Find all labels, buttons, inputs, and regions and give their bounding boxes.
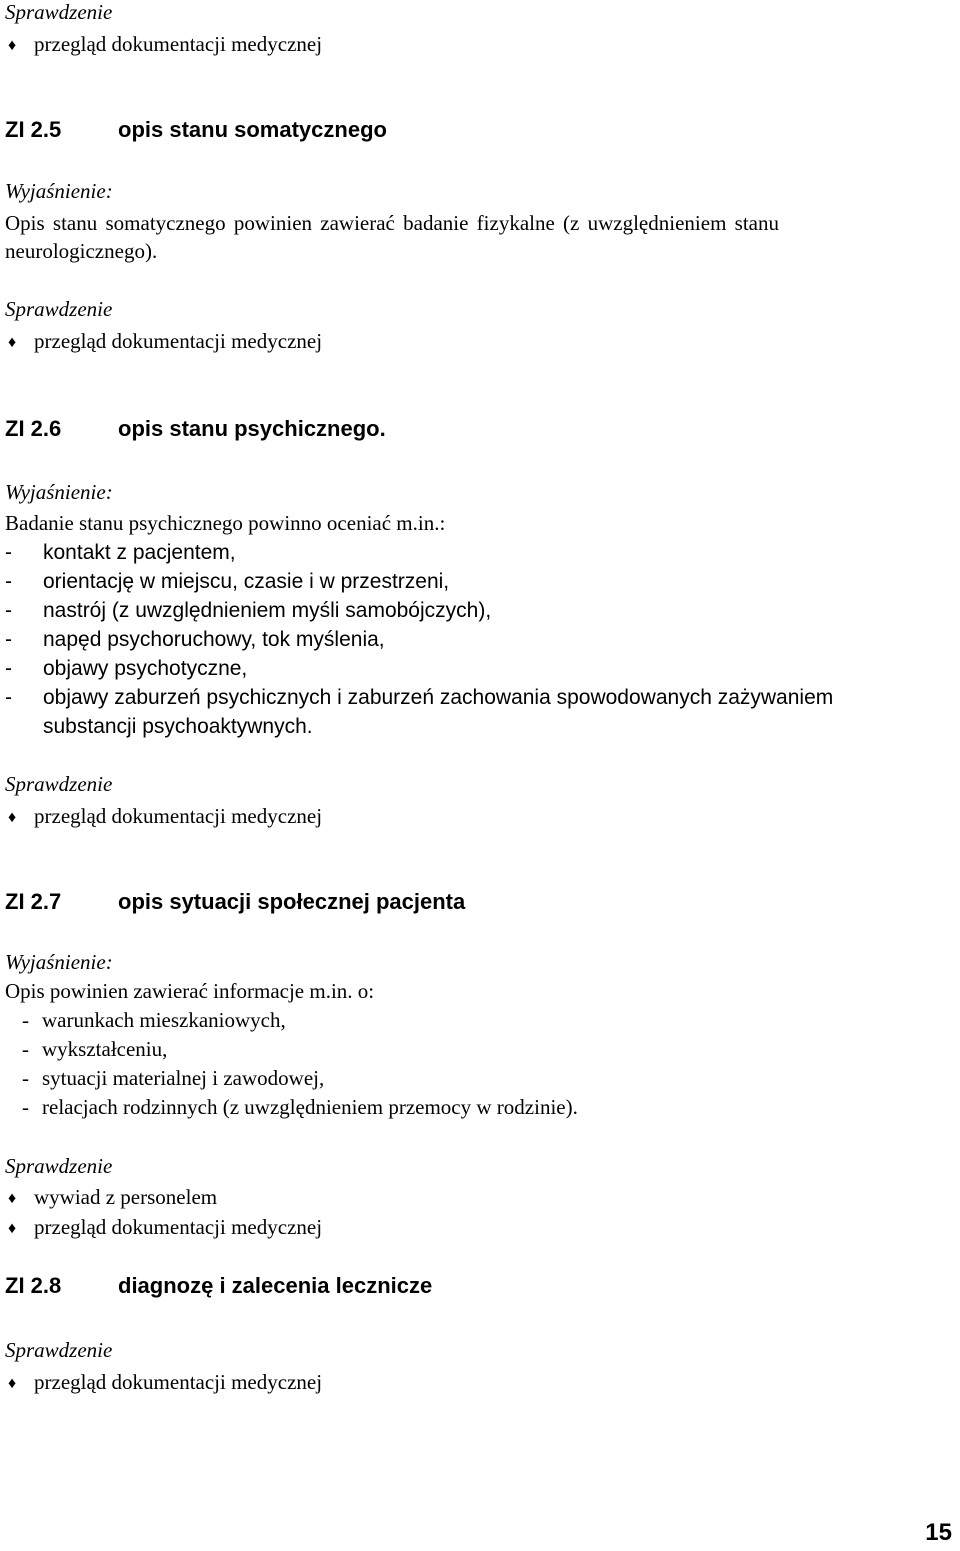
diamond-bullet-icon: ♦	[8, 809, 17, 826]
check-item-label: przegląd dokumentacji medycznej	[34, 804, 323, 828]
check-item	[8, 806, 322, 827]
section-code: ZI 2.5	[5, 117, 62, 142]
section-heading-2-5	[5, 119, 387, 141]
check-item-label: przegląd dokumentacji medycznej	[34, 32, 323, 56]
section-title: opis sytuacji społecznej pacjenta	[118, 889, 466, 914]
check-heading: Sprawdzenie	[5, 1338, 113, 1362]
list-item: - warunkach mieszkaniowych,	[22, 1008, 286, 1032]
list-item: - napęd psychoruchowy, tok myślenia,	[5, 628, 385, 651]
diamond-bullet-icon: ♦	[8, 1190, 17, 1207]
explain-text-line: Opis powinien zawierać informacje m.in. o:	[5, 979, 375, 1003]
section-code: ZI 2.6	[5, 416, 62, 441]
section-title: opis stanu somatycznego	[118, 117, 387, 142]
section-code: ZI 2.7	[5, 889, 62, 914]
page-number: 15	[925, 1519, 952, 1546]
list-item: - objawy psychotyczne,	[5, 657, 248, 680]
explain-heading: Wyjaśnienie:	[5, 480, 113, 504]
explain-text-line: Badanie stanu psychicznego powinno oceniać m.in.:	[5, 511, 446, 535]
check-item	[8, 1187, 217, 1208]
check-heading: Sprawdzenie	[5, 1154, 113, 1178]
check-item	[8, 1372, 322, 1393]
check-item-label: przegląd dokumentacji medycznej	[34, 1215, 323, 1239]
list-item: - objawy zaburzeń psychicznych i zaburzeń zachowania spowodowanych zażywaniem	[5, 686, 834, 709]
diamond-bullet-icon: ♦	[8, 1220, 17, 1237]
section-title: diagnozę i zalecenia lecznicze	[118, 1273, 433, 1298]
section-heading-2-7	[5, 891, 465, 913]
explain-heading: Wyjaśnienie:	[5, 179, 113, 203]
explain-text-line: Opis stanu somatycznego powinien zawierać badanie fizykalne (z uwzględnieniem stanu	[5, 211, 779, 235]
list-item: - kontakt z pacjentem,	[5, 541, 236, 564]
section-heading-2-6	[5, 418, 386, 440]
check-heading: Sprawdzenie	[5, 772, 113, 796]
section-heading-2-8	[5, 1275, 432, 1297]
check-item	[8, 34, 322, 55]
section-title: opis stanu psychicznego.	[118, 416, 386, 441]
diamond-bullet-icon: ♦	[8, 37, 17, 54]
check-item-label: przegląd dokumentacji medycznej	[34, 329, 323, 353]
diamond-bullet-icon: ♦	[8, 1375, 17, 1392]
explain-text-line: neurologicznego).	[5, 239, 158, 263]
check-item	[8, 331, 322, 352]
check-item-label: wywiad z personelem	[34, 1185, 218, 1209]
list-item: - relacjach rodzinnych (z uwzględnieniem przemocy w rodzinie).	[22, 1095, 578, 1119]
check-item	[8, 1217, 322, 1238]
diamond-bullet-icon: ♦	[8, 334, 17, 351]
explain-heading: Wyjaśnienie:	[5, 950, 113, 974]
list-item: - wykształceniu,	[22, 1037, 168, 1061]
section-code: ZI 2.8	[5, 1273, 62, 1298]
list-item: - sytuacji materialnej i zawodowej,	[22, 1066, 325, 1090]
list-item: - orientację w miejscu, czasie i w przestrzeni,	[5, 570, 450, 593]
list-item: - nastrój (z uwzględnieniem myśli samobójczych),	[5, 599, 492, 622]
check-heading: Sprawdzenie	[5, 0, 113, 24]
check-heading: Sprawdzenie	[5, 297, 113, 321]
list-item-continuation: substancji psychoaktywnych.	[43, 715, 313, 738]
check-item-label: przegląd dokumentacji medycznej	[34, 1370, 323, 1394]
